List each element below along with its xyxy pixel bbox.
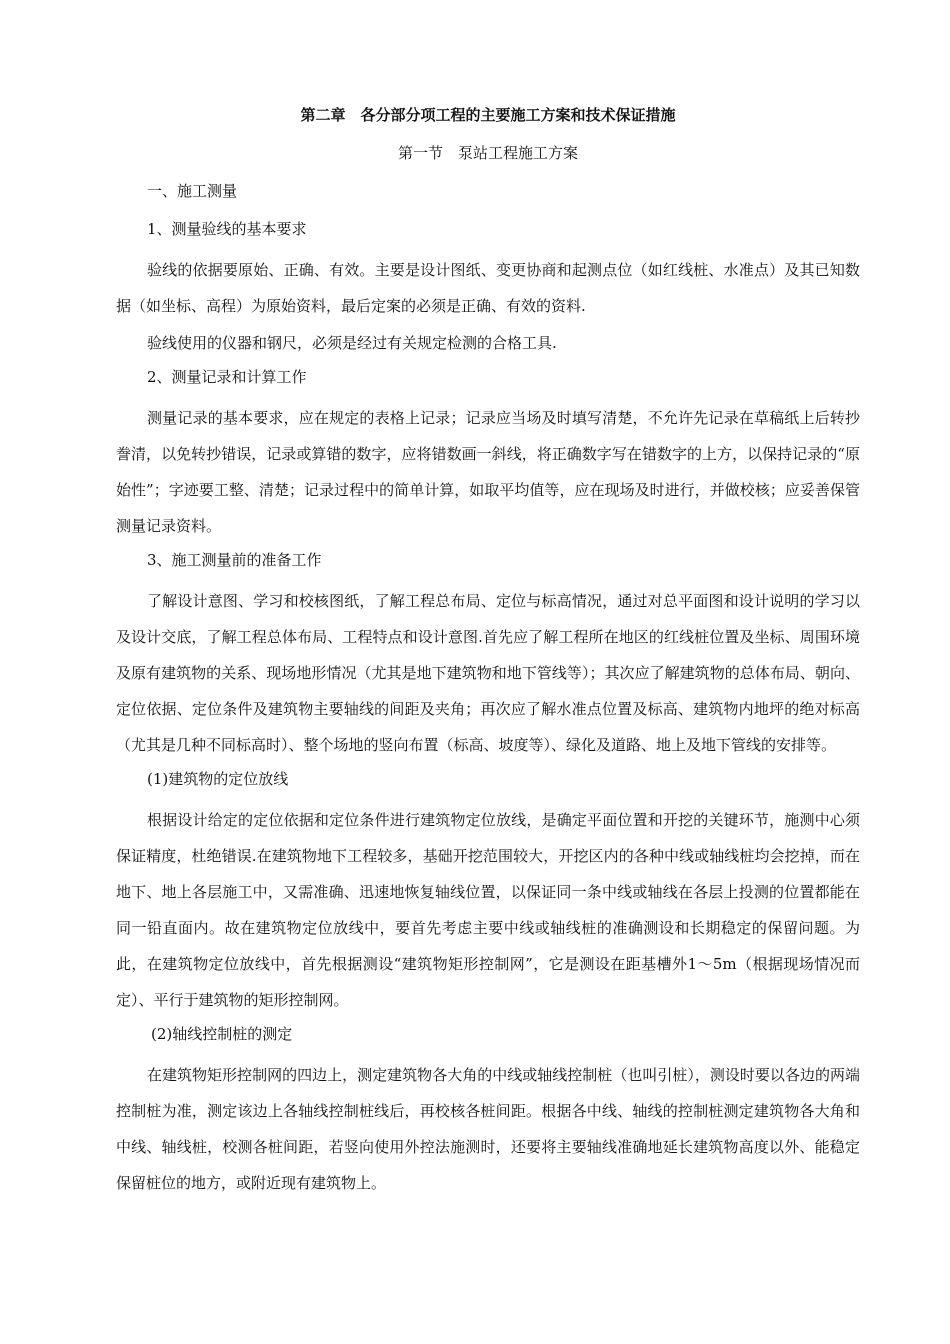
- paragraph-line-check-instruments: 验线使用的仪器和钢尺，必须是经过有关规定检测的合格工具.: [147, 334, 557, 352]
- section-title: 第一节 泵站工程施工方案: [397, 144, 578, 162]
- heading-line-check-requirements: 1、测量验线的基本要求: [147, 220, 307, 238]
- paragraph-line-check-basis: 验线的依据要原始、正确、有效。主要是设计图纸、变更协商和起测点位（如红线桩、水准点）及其已知数据（如坐标、高程）为原始资料，最后定案的必须是正确、有效的资料.: [116, 261, 860, 315]
- paragraph-building-positioning: 根据设计给定的定位依据和定位条件进行建筑物定位放线，是确定平面位置和开挖的关键环节，施测中心须保证精度，杜绝错误.在建筑物地下工程较多，基础开挖范围较大，开挖区内的各种中线或轴线桩均会挖掉，而在地下、地上各层施工中，又需准确、迅速地恢复轴线位置，以保证同一条中线或轴线在各层上投测的位置都能在同一铅直面内。故在建筑物定位放线中，要首先考虑主要中线或轴线桩的准确测设和长期稳定的保留问题。为此，在建筑物定位放线中，首先根据测设“建筑物矩形控制网”，它是测设在距基槽外1～5m（根据现场情况而定）、平行于建筑物的矩形控制网。: [116, 811, 860, 1009]
- paragraph-survey-records: 测量记录的基本要求，应在规定的表格上记录；记录应当场及时填写清楚，不允许先记录在草稿纸上后转抄誊清，以免转抄错误，记录或算错的数字，应将错数画一斜线，将正确数字写在错数字的上方，以保持记录的“原始性”；字迹要工整、清楚；记录过程中的简单计算，如取平均值等，应在现场及时进行，并做校核；应妥善保管测量记录资料。: [116, 409, 860, 535]
- heading-construction-survey: 一、施工测量: [147, 182, 238, 200]
- heading-building-positioning: (1)建筑物的定位放线: [147, 770, 289, 788]
- paragraph-survey-preparation: 了解设计意图、学习和校核图纸，了解工程总布局、定位与标高情况，通过对总平面图和设计说明的学习以及设计交底，了解工程总体布局、工程特点和设计意图.首先应了解工程所在地区的红线桩位置及坐标、周围环境及原有建筑物的关系、现场地形情况（尤其是地下建筑物和地下管线等）；其次应了解建筑物的总体布局、朝向、定位依据、定位条件及建筑物主要轴线的间距及夹角；再次应了解水准点位置及标高、建筑物内地坪的绝对标高（尤其是几种不同标高时）、整个场地的竖向布置（标高、坡度等）、绿化及道路、地上及地下管线的安排等。: [116, 592, 860, 754]
- paragraph-axis-control-piles: 在建筑物矩形控制网的四边上，测定建筑物各大角的中线或轴线控制桩（也叫引桩），测设时要以各边的两端控制桩为准，测定该边上各轴线控制桩线后，再校核各桩间距。根据各中线、轴线的控制桩测定建筑物各大角和中线、轴线桩，校测各桩间距，若竖向使用外控法施测时，还要将主要轴线准确地延长建筑物高度以外、能稳定保留桩位的地方，或附近现有建筑物上。: [116, 1066, 860, 1192]
- document-body: [116, 100, 860, 1202]
- chapter-title: 第二章 各分部分项工程的主要施工方案和技术保证措施: [300, 106, 676, 124]
- heading-survey-records: 2、测量记录和计算工作: [147, 368, 307, 386]
- heading-survey-preparation: 3、施工测量前的准备工作: [147, 551, 322, 569]
- heading-axis-control-piles: (2)轴线控制桩的测定: [151, 1025, 293, 1043]
